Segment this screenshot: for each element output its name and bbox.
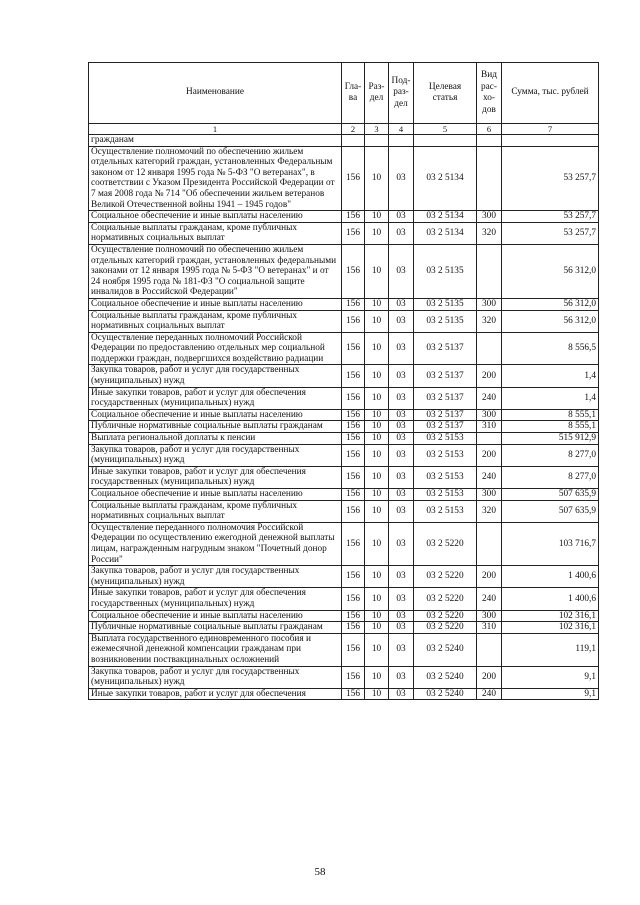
cell-vid: 300 (477, 409, 502, 421)
cell-name: Социальные выплаты гражданам, кроме публичных нормативных социальных выплат (89, 310, 342, 332)
table-row (89, 666, 599, 688)
cell-name: Социальное обеспечение и иные выплаты населению (89, 489, 342, 501)
cell-summa: 8 555,1 (502, 421, 599, 433)
cell-razdel: 10 (365, 466, 389, 488)
cell-vid: 300 (477, 298, 502, 310)
cell-statya: 03 2 5153 (414, 500, 477, 522)
cell-razdel: 10 (365, 365, 389, 387)
table-row (89, 332, 599, 365)
column-number: 5 (414, 124, 477, 135)
budget-table (88, 62, 599, 700)
cell-podrazdel: 03 (389, 688, 414, 700)
cell-name: Выплата государственного единовременного пособия и ежемесячной денежной компенсации гражданам при возникновении поствакцинальных осложнений (89, 633, 342, 666)
table-row (89, 622, 599, 634)
cell-vid (477, 146, 502, 211)
header-name: Наименование (89, 63, 342, 124)
cell-glava: 156 (342, 421, 365, 433)
cell-vid: 240 (477, 688, 502, 700)
cell-glava: 156 (342, 310, 365, 332)
cell-name: Социальные выплаты гражданам, кроме публичных нормативных социальных выплат (89, 500, 342, 522)
cell-summa: 53 257,7 (502, 222, 599, 244)
column-number: 4 (389, 124, 414, 135)
cell-summa: 1,4 (502, 387, 599, 409)
cell-vid (477, 522, 502, 565)
cell-name: Закупка товаров, работ и услуг для государственных (муниципальных) нужд (89, 444, 342, 466)
cell-statya: 03 2 5220 (414, 566, 477, 588)
cell-glava: 156 (342, 633, 365, 666)
cell-podrazdel: 03 (389, 146, 414, 211)
cell-name: Выплата региональной доплаты к пенсии (89, 433, 342, 445)
cell-podrazdel: 03 (389, 610, 414, 622)
cell-podrazdel: 03 (389, 387, 414, 409)
cell-glava: 156 (342, 387, 365, 409)
cell-statya: 03 2 5240 (414, 633, 477, 666)
page-number: 58 (314, 866, 326, 878)
cell-razdel: 10 (365, 522, 389, 565)
cell-statya: 03 2 5220 (414, 522, 477, 565)
cell-glava: 156 (342, 610, 365, 622)
cell-summa: 1,4 (502, 365, 599, 387)
cell-glava: 156 (342, 588, 365, 610)
cell-glava: 156 (342, 522, 365, 565)
cell-podrazdel: 03 (389, 622, 414, 634)
header-vid: Вид рас-хо-дов (477, 63, 502, 124)
table-row (89, 298, 599, 310)
cell-podrazdel: 03 (389, 222, 414, 244)
cell-summa: 102 316,1 (502, 622, 599, 634)
table-row (89, 466, 599, 488)
cell-glava: 156 (342, 409, 365, 421)
column-number: 6 (477, 124, 502, 135)
cell-glava: 156 (342, 211, 365, 223)
cell-vid: 320 (477, 222, 502, 244)
cell-razdel: 10 (365, 433, 389, 445)
table-row (89, 610, 599, 622)
header-row (89, 63, 599, 124)
cell-summa: 56 312,0 (502, 310, 599, 332)
cell-podrazdel: 03 (389, 489, 414, 501)
cell-podrazdel: 03 (389, 244, 414, 298)
cell-razdel: 10 (365, 332, 389, 365)
table-row (89, 633, 599, 666)
cell-vid: 200 (477, 365, 502, 387)
cell-name: Публичные нормативные социальные выплаты гражданам (89, 421, 342, 433)
cell-summa: 53 257,7 (502, 211, 599, 223)
cell-vid: 310 (477, 622, 502, 634)
cell-glava (342, 135, 365, 147)
table-row (89, 444, 599, 466)
cell-glava: 156 (342, 688, 365, 700)
cell-glava: 156 (342, 466, 365, 488)
table-row (89, 135, 599, 147)
cell-statya: 03 2 5137 (414, 387, 477, 409)
cell-razdel: 10 (365, 244, 389, 298)
table-row (89, 387, 599, 409)
column-number: 3 (365, 124, 389, 135)
table-row (89, 522, 599, 565)
cell-statya: 03 2 5153 (414, 433, 477, 445)
cell-podrazdel: 03 (389, 310, 414, 332)
header-razdel: Раз-дел (365, 63, 389, 124)
cell-statya: 03 2 5137 (414, 409, 477, 421)
cell-name: Социальное обеспечение и иные выплаты населению (89, 409, 342, 421)
table-row (89, 244, 599, 298)
cell-summa: 8 277,0 (502, 444, 599, 466)
cell-vid (477, 332, 502, 365)
cell-podrazdel: 03 (389, 466, 414, 488)
cell-vid (477, 244, 502, 298)
table-row (89, 409, 599, 421)
cell-statya: 03 2 5153 (414, 489, 477, 501)
cell-summa: 102 316,1 (502, 610, 599, 622)
cell-name: Иные закупки товаров, работ и услуг для обеспечения государственных (муниципальных) нужд (89, 466, 342, 488)
cell-summa: 515 912,9 (502, 433, 599, 445)
table-row (89, 211, 599, 223)
cell-vid: 320 (477, 500, 502, 522)
cell-vid: 300 (477, 489, 502, 501)
cell-statya: 03 2 5153 (414, 466, 477, 488)
cell-razdel: 10 (365, 421, 389, 433)
cell-vid: 300 (477, 211, 502, 223)
header-statya: Целевая статья (414, 63, 477, 124)
table-row (89, 146, 599, 211)
cell-statya: 03 2 5220 (414, 610, 477, 622)
column-number-row (89, 124, 599, 135)
cell-summa: 56 312,0 (502, 298, 599, 310)
cell-statya: 03 2 5134 (414, 222, 477, 244)
header-summa: Сумма, тыс. рублей (502, 63, 599, 124)
cell-glava: 156 (342, 332, 365, 365)
table-row (89, 588, 599, 610)
cell-vid: 240 (477, 466, 502, 488)
cell-razdel: 10 (365, 666, 389, 688)
cell-name: Осуществление полномочий по обеспечению жильем отдельных категорий граждан, установленных Федеральным законом от 12 января 1995 года № 5-ФЗ "О ветеранах", в соответствии с Указом Президента Российской Федерации от 7 мая 2008 года № 714 "Об обеспечении жильем ветеранов Великой Отечественной войны 1941 – 1945 годов" (89, 146, 342, 211)
table-row (89, 433, 599, 445)
cell-vid: 200 (477, 566, 502, 588)
cell-podrazdel: 03 (389, 365, 414, 387)
cell-podrazdel: 03 (389, 666, 414, 688)
table-row (89, 489, 599, 501)
cell-razdel: 10 (365, 211, 389, 223)
cell-name: Осуществление полномочий по обеспечению жильем отдельных категорий граждан, установленных федеральными законами от 12 января 1995 года № 5-ФЗ "О ветеранах" и от 24 ноября 1995 года № 181-ФЗ "О социальной защите инвалидов в Российской Федерации" (89, 244, 342, 298)
cell-name: Закупка товаров, работ и услуг для государственных (муниципальных) нужд (89, 666, 342, 688)
cell-summa: 507 635,9 (502, 489, 599, 501)
cell-summa: 53 257,7 (502, 146, 599, 211)
cell-statya: 03 2 5135 (414, 244, 477, 298)
cell-statya: 03 2 5153 (414, 444, 477, 466)
cell-statya: 03 2 5220 (414, 588, 477, 610)
cell-vid: 300 (477, 610, 502, 622)
cell-statya: 03 2 5137 (414, 421, 477, 433)
cell-razdel: 10 (365, 222, 389, 244)
cell-razdel: 10 (365, 298, 389, 310)
cell-glava: 156 (342, 244, 365, 298)
table-row (89, 222, 599, 244)
cell-statya: 03 2 5135 (414, 310, 477, 332)
cell-glava: 156 (342, 365, 365, 387)
cell-razdel: 10 (365, 310, 389, 332)
cell-name: Социальное обеспечение и иные выплаты населению (89, 298, 342, 310)
cell-podrazdel: 03 (389, 522, 414, 565)
cell-summa: 1 400,6 (502, 588, 599, 610)
cell-razdel: 10 (365, 146, 389, 211)
cell-glava: 156 (342, 622, 365, 634)
cell-razdel (365, 135, 389, 147)
cell-podrazdel: 03 (389, 211, 414, 223)
cell-glava: 156 (342, 433, 365, 445)
cell-glava: 156 (342, 666, 365, 688)
table-body (89, 135, 599, 700)
cell-vid: 320 (477, 310, 502, 332)
cell-podrazdel (389, 135, 414, 147)
cell-razdel: 10 (365, 622, 389, 634)
cell-razdel: 10 (365, 444, 389, 466)
cell-statya: 03 2 5240 (414, 666, 477, 688)
cell-summa: 8 555,1 (502, 409, 599, 421)
cell-statya: 03 2 5137 (414, 365, 477, 387)
cell-razdel: 10 (365, 500, 389, 522)
cell-podrazdel: 03 (389, 566, 414, 588)
cell-vid: 310 (477, 421, 502, 433)
cell-podrazdel: 03 (389, 633, 414, 666)
cell-razdel: 10 (365, 610, 389, 622)
cell-summa: 56 312,0 (502, 244, 599, 298)
cell-summa: 103 716,7 (502, 522, 599, 565)
table-row (89, 688, 599, 700)
cell-statya: 03 2 5220 (414, 622, 477, 634)
cell-name: Закупка товаров, работ и услуг для государственных (муниципальных) нужд (89, 566, 342, 588)
cell-razdel: 10 (365, 588, 389, 610)
cell-name: гражданам (89, 135, 342, 147)
cell-vid (477, 135, 502, 147)
cell-statya (414, 135, 477, 147)
cell-razdel: 10 (365, 489, 389, 501)
cell-podrazdel: 03 (389, 588, 414, 610)
header-podrazdel: Под-раз-дел (389, 63, 414, 124)
cell-razdel: 10 (365, 409, 389, 421)
cell-name: Иные закупки товаров, работ и услуг для обеспечения (89, 688, 342, 700)
cell-glava: 156 (342, 489, 365, 501)
cell-razdel: 10 (365, 566, 389, 588)
cell-glava: 156 (342, 146, 365, 211)
cell-statya: 03 2 5135 (414, 298, 477, 310)
table-row (89, 421, 599, 433)
cell-summa: 507 635,9 (502, 500, 599, 522)
cell-glava: 156 (342, 298, 365, 310)
cell-name: Иные закупки товаров, работ и услуг для обеспечения государственных (муниципальных) нужд (89, 588, 342, 610)
cell-vid: 200 (477, 666, 502, 688)
cell-summa: 9,1 (502, 666, 599, 688)
cell-vid (477, 433, 502, 445)
cell-vid: 200 (477, 444, 502, 466)
header-glava: Гла-ва (342, 63, 365, 124)
cell-glava: 156 (342, 500, 365, 522)
table-row (89, 365, 599, 387)
cell-name: Публичные нормативные социальные выплаты гражданам (89, 622, 342, 634)
cell-razdel: 10 (365, 387, 389, 409)
cell-glava: 156 (342, 222, 365, 244)
cell-summa: 8 556,5 (502, 332, 599, 365)
cell-glava: 156 (342, 444, 365, 466)
cell-podrazdel: 03 (389, 444, 414, 466)
cell-statya: 03 2 5240 (414, 688, 477, 700)
cell-name: Осуществление переданного полномочия Российской Федерации по осуществлению ежегодной денежной выплаты лицам, награжденным нагрудным знаком "Почетный донор России" (89, 522, 342, 565)
cell-summa: 1 400,6 (502, 566, 599, 588)
cell-podrazdel: 03 (389, 332, 414, 365)
cell-name: Социальное обеспечение и иные выплаты населению (89, 610, 342, 622)
table-row (89, 500, 599, 522)
cell-name: Иные закупки товаров, работ и услуг для обеспечения государственных (муниципальных) нужд (89, 387, 342, 409)
cell-podrazdel: 03 (389, 433, 414, 445)
cell-name: Социальные выплаты гражданам, кроме публичных нормативных социальных выплат (89, 222, 342, 244)
table-row (89, 566, 599, 588)
column-number: 2 (342, 124, 365, 135)
cell-podrazdel: 03 (389, 409, 414, 421)
cell-summa: 8 277,0 (502, 466, 599, 488)
cell-statya: 03 2 5134 (414, 146, 477, 211)
cell-podrazdel: 03 (389, 298, 414, 310)
cell-summa: 9,1 (502, 688, 599, 700)
table-row (89, 310, 599, 332)
cell-vid: 240 (477, 387, 502, 409)
cell-name: Социальное обеспечение и иные выплаты населению (89, 211, 342, 223)
cell-glava: 156 (342, 566, 365, 588)
cell-name: Закупка товаров, работ и услуг для государственных (муниципальных) нужд (89, 365, 342, 387)
cell-razdel: 10 (365, 688, 389, 700)
cell-podrazdel: 03 (389, 421, 414, 433)
column-number: 1 (89, 124, 342, 135)
cell-vid (477, 633, 502, 666)
cell-summa (502, 135, 599, 147)
cell-razdel: 10 (365, 633, 389, 666)
cell-summa: 119,1 (502, 633, 599, 666)
column-number: 7 (502, 124, 599, 135)
cell-podrazdel: 03 (389, 500, 414, 522)
cell-statya: 03 2 5134 (414, 211, 477, 223)
cell-name: Осуществление переданных полномочий Российской Федерации по предоставлению отдельных мер социальной поддержки граждан, подвергшихся воздействию радиации (89, 332, 342, 365)
cell-statya: 03 2 5137 (414, 332, 477, 365)
cell-vid: 240 (477, 588, 502, 610)
